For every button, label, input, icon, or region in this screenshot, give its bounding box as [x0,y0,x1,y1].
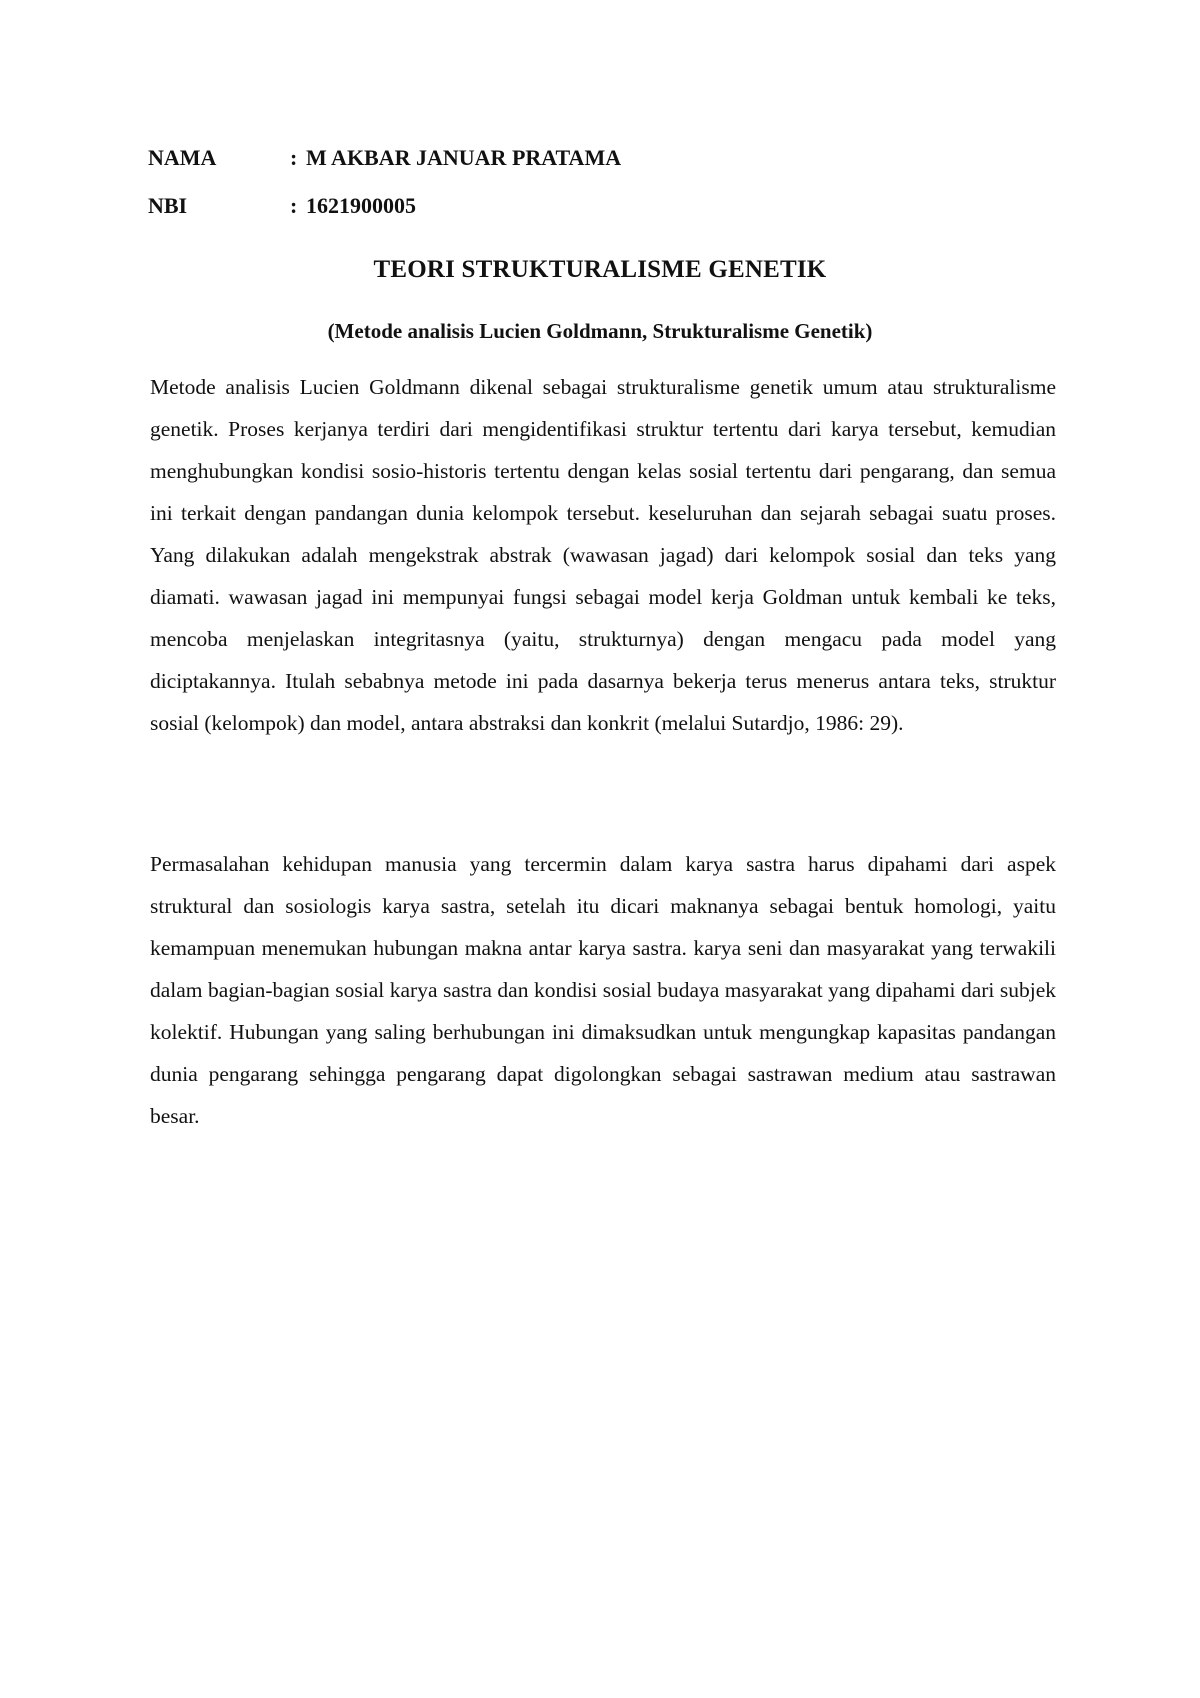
name-row [148,145,1048,171]
name-label: NAMA [148,145,217,170]
document-title: TEORI STRUKTURALISME GENETIK [373,256,827,283]
nbi-separator: : [290,193,298,218]
nbi-value: 1621900005 [306,193,416,218]
nbi-row [148,193,1048,219]
body-paragraph-2: Permasalahan kehidupan manusia yang tercermin dalam karya sastra harus dipahami dari aspek struktural dan sosiologis karya sastra, setelah itu dicari maknanya sebagai bentuk homologi, yaitu kemampuan menemukan hubungan makna antar karya sastra. karya seni dan masyarakat yang terwakili dalam bagian-bagian sosial karya sastra dan kondisi sosial budaya masyarakat yang dipahami dari subjek kolektif. Hubungan yang saling berhubungan ini dimaksudkan untuk mengungkap kapasitas pandangan dunia pengarang sehingga pengarang dapat digolongkan sebagai sastrawan medium atau sastrawan besar. [150,852,1056,1128]
name-separator: : [290,145,298,170]
body-paragraph-1: Metode analisis Lucien Goldmann dikenal sebagai strukturalisme genetik umum atau strukturalisme genetik. Proses kerjanya terdiri dari mengidentifikasi struktur tertentu dari karya tersebut, kemudian menghubungkan kondisi sosio-historis tertentu dengan kelas sosial tertentu dari pengarang, dan semua ini terkait dengan pandangan dunia kelompok tersebut. keseluruhan dan sejarah sebagai suatu proses. Yang dilakukan adalah mengekstrak abstrak (wawasan jagad) dari kelompok sosial dan teks yang diamati. wawasan jagad ini mempunyai fungsi sebagai model kerja Goldman untuk kembali ke teks, mencoba menjelaskan integritasnya (yaitu, strukturnya) dengan mengacu pada model yang diciptakannya. Itulah sebabnya metode ini pada dasarnya bekerja terus menerus antara teks, struktur sosial (kelompok) dan model, antara abstraksi dan konkrit (melalui Sutardjo, 1986: 29). [150,375,1056,735]
document-subtitle: (Metode analisis Lucien Goldmann, Strukturalisme Genetik) [327,319,873,343]
name-value: M AKBAR JANUAR PRATAMA [306,145,622,170]
nbi-label: NBI [148,193,188,218]
student-info [148,145,1048,241]
